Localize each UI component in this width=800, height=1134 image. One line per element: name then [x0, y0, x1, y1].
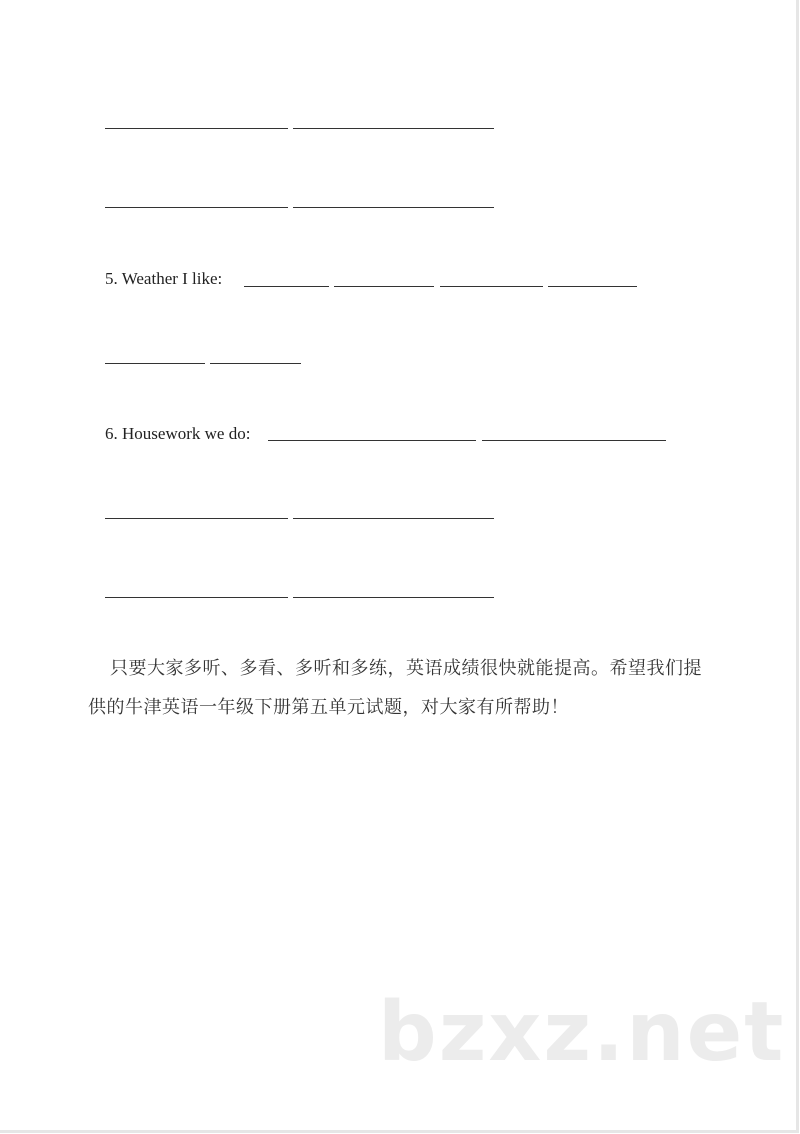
closing-paragraph-line-1: 只要大家多听、多看、多听和多练，英语成绩很快就能提高。希望我们提 — [110, 658, 702, 679]
answer-blank[interactable] — [105, 128, 288, 129]
answer-blank[interactable] — [334, 286, 434, 287]
answer-blank[interactable] — [105, 363, 205, 364]
answer-blank[interactable] — [105, 518, 288, 519]
answer-blank[interactable] — [244, 286, 329, 287]
watermark: bzxz.net — [378, 985, 786, 1080]
closing-paragraph-line-2: 供的牛津英语一年级下册第五单元试题，对大家有所帮助！ — [88, 697, 569, 718]
answer-blank[interactable] — [105, 597, 288, 598]
question-5-label: 5. Weather I like: — [105, 269, 223, 288]
answer-blank[interactable] — [548, 286, 637, 287]
answer-blank[interactable] — [482, 440, 666, 441]
answer-blank[interactable] — [268, 440, 476, 441]
answer-blank[interactable] — [105, 207, 288, 208]
answer-blank[interactable] — [293, 207, 494, 208]
answer-blank[interactable] — [293, 597, 494, 598]
question-6-label: 6. Housework we do: — [105, 424, 251, 443]
answer-blank[interactable] — [293, 518, 494, 519]
answer-blank[interactable] — [440, 286, 543, 287]
answer-blank[interactable] — [293, 128, 494, 129]
answer-blank[interactable] — [210, 363, 301, 364]
